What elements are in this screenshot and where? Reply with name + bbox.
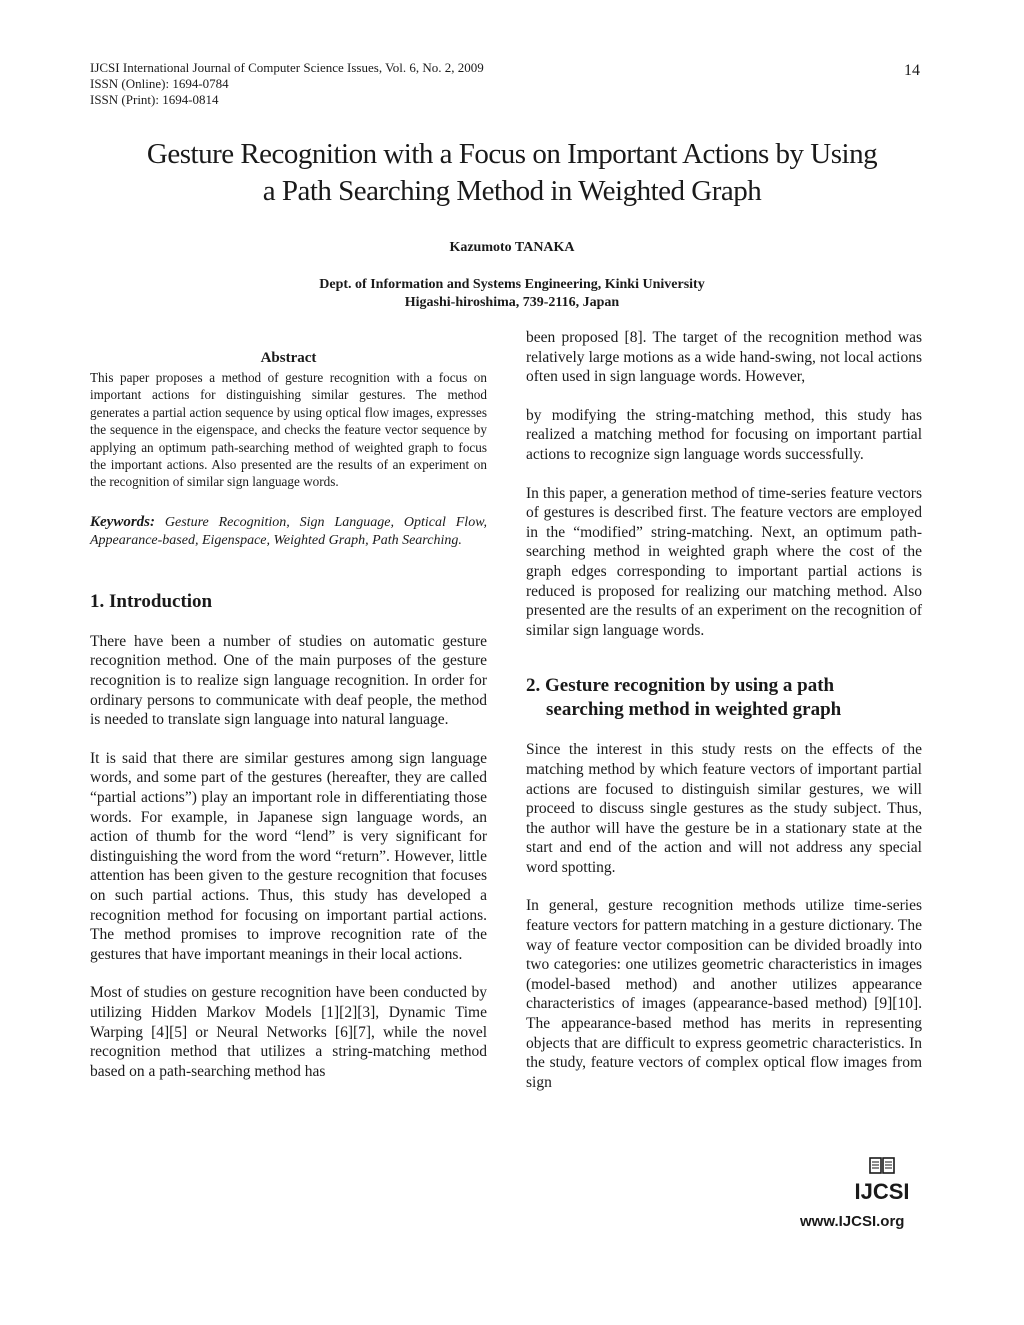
header-journal-line: IJCSI International Journal of Computer Science Issues, Vol. 6, No. 2, 2009 xyxy=(90,60,484,75)
logo-text: IJCSI xyxy=(854,1179,910,1204)
ijcsi-logo xyxy=(840,1156,924,1203)
section-2-heading xyxy=(526,674,922,722)
section-2-heading-line-2: searching method in weighted graph xyxy=(546,699,842,721)
journal-url[interactable]: www.IJCSI.org xyxy=(800,1213,905,1230)
intro-paragraph-5: In this paper, a generation method of time-series feature vectors of gestures is described first. The feature vectors are employed in the “modified” string-matching. Next, an optimum path-searching method in weighted graph where the cost of the graph edges corresponding to important partial actions is reduced is proposed for realizing our matching method. Also presented are the results of an experiment on the recognition of similar sign language words. xyxy=(526,484,922,639)
paper-title xyxy=(60,136,964,210)
section-2-heading-line-1: 2. Gesture recognition by using a path xyxy=(526,675,835,697)
intro-paragraph-3: Most of studies on gesture recognition have been conducted by utilizing Hidden Markov Models [1][2][3], Dynamic Time Warping [4][5] or Neural Networks [6][7], while the novel recognition method that utilizes a string-matching method based on a path-searching method has xyxy=(90,984,487,1080)
page-number: 14 xyxy=(904,62,920,79)
intro-paragraph-3-continued: been proposed [8]. The target of the recognition method was relatively large motions as a wide hand-swing, not local actions often used in sign language words. However, xyxy=(526,329,922,386)
left-column xyxy=(90,350,487,1081)
abstract-text: This paper proposes a method of gesture recognition with a focus on important actions for distinguishing similar gestures. The method generates a partial action sequence by using optical flow images, expresses the sequence in the eigenspace, and checks the feature vector sequence by applying an optimum path-searching method of weighted graph to focus the important actions. Also presented are the results of an experiment on the recognition of similar sign language words. xyxy=(90,370,487,490)
right-column xyxy=(526,328,922,1092)
affiliation-line-2: Higashi-hiroshima, 739-2116, Japan xyxy=(404,295,620,310)
header-issn-online: ISSN (Online): 1694-0784 xyxy=(90,76,229,91)
keywords-label: Keywords: xyxy=(90,513,155,530)
affiliation xyxy=(100,276,924,312)
section-2-paragraph-2: In general, gesture recognition methods utilize time-series feature vectors for pattern matching in a gesture dictionary. The way of feature vector composition can be divided broadly into two categories: one utilizes geometric characteristics in images (model-based method) and another utilizes appearance characteristics of images (appearance-based method) [9][10]. The appearance-based method has merits in representing objects that are difficult to express geometric characteristics. In the study, feature vectors of complex optical flow images from sign xyxy=(526,897,922,1091)
intro-paragraph-4: by modifying the string-matching method, this study has realized a matching method for focusing on important partial actions to recognize sign language words successfully. xyxy=(526,406,922,463)
abstract-heading: Abstract xyxy=(260,350,317,366)
title-line-2: a Path Searching Method in Weighted Graph xyxy=(262,175,762,207)
book-icon xyxy=(868,1156,896,1176)
author-name: Kazumoto TANAKA xyxy=(449,240,575,255)
section-2-paragraph-1: Since the interest in this study rests on the effects of the matching method by which feature vectors of important partial actions are focused to distinguish similar gestures, we will proceed to discuss single gestures as the study subject. Thus, the author will have the gesture be in a stationary state at the start and end of the action and will not address any special word spotting. xyxy=(526,741,922,876)
journal-header xyxy=(90,60,484,108)
header-issn-print: ISSN (Print): 1694-0814 xyxy=(90,92,219,107)
affiliation-line-1: Dept. of Information and Systems Engineering, Kinki University xyxy=(319,277,705,292)
keywords-list: Gesture Recognition, Sign Language, Optical Flow, Appearance-based, Eigenspace, Weighted Graph, Path Searching. xyxy=(90,514,488,548)
intro-paragraph-2: It is said that there are similar gestures among sign language words, and some part of the gestures (hereafter, they are called “partial actions”) play an important role in differentiating those words. For example, in Japanese sign language words, an action of thumb for the word “lend” is very significant for distinguishing the word from the word “return”. However, little attention has been given to the gesture recognition that focuses on such partial actions. Thus, this study has developed a recognition method for focusing on important partial actions. The method promises to improve recognition rate of the gestures that have important meanings in their local actions. xyxy=(90,749,487,963)
keywords xyxy=(90,513,487,550)
section-1-heading: 1. Introduction xyxy=(90,590,213,612)
intro-paragraph-1: There have been a number of studies on automatic gesture recognition method. One of the main purposes of the gesture recognition is to realize sign language recognition. In order for ordinary persons to communicate with deaf people, the method is needed to translate sign language into natural language. xyxy=(90,632,487,729)
title-line-1: Gesture Recognition with a Focus on Important Actions by Using xyxy=(146,138,878,170)
